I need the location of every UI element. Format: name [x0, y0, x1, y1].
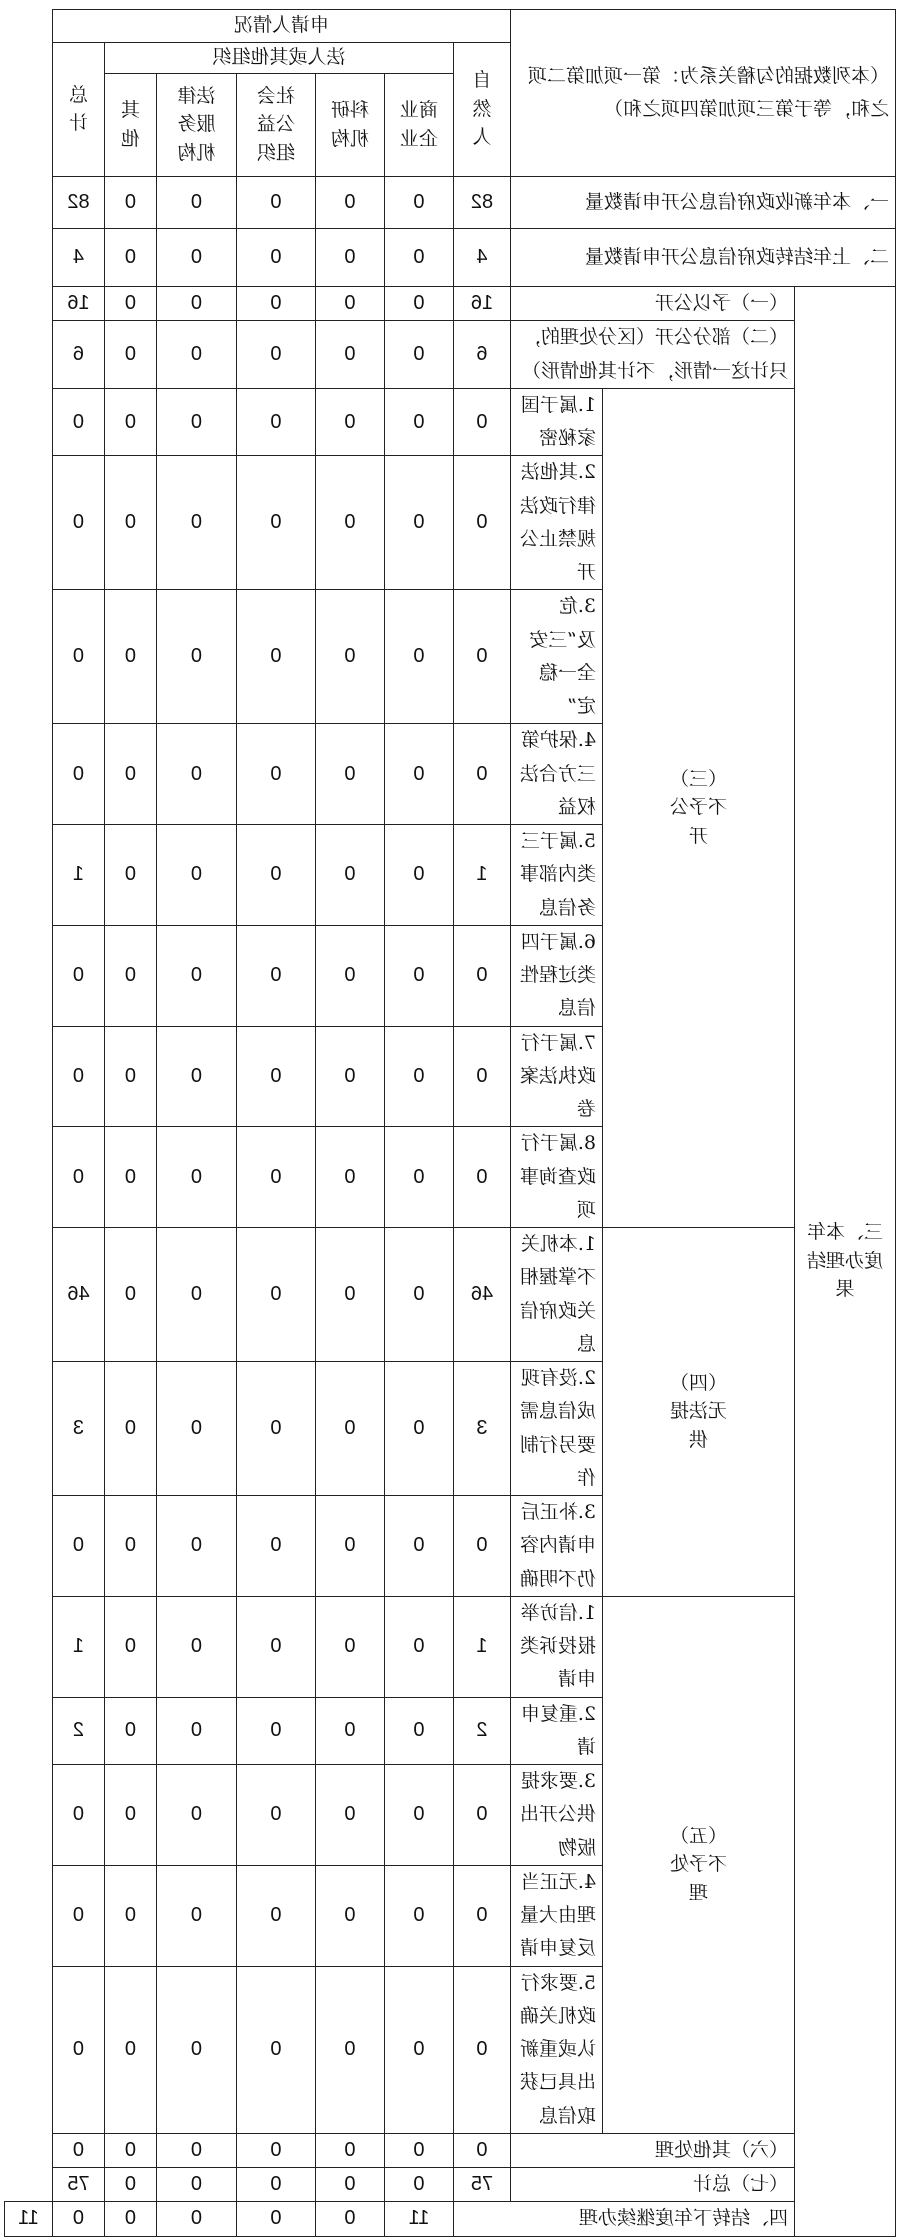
- social-header: 社会公益组织: [236, 74, 315, 177]
- group-3-label: （三）不予公开: [603, 388, 795, 1227]
- item-label: 8.属于行政查询事项: [510, 1127, 602, 1228]
- group-4-label: （四）无法提供: [603, 1228, 795, 1597]
- table-row: 2.其他法律行政法规禁止公开 0 0 0 0 0 0 0: [5, 456, 896, 590]
- group-6-label: （六）其他处理: [510, 2133, 794, 2167]
- table-row: 5.要求行政机关确认或重新出具已获取信息 0 0 0 0 0 0 0: [5, 1966, 896, 2133]
- table-row: 3.危及“三安全一稳定” 0 0 0 0 0 0 0: [5, 590, 896, 724]
- item-label: 2.其他法律行政法规禁止公开: [510, 456, 602, 590]
- item-label: 3.危及“三安全一稳定”: [510, 590, 602, 724]
- group-5-label: （五）不予处理: [603, 1596, 795, 2133]
- item-label: 6.属于四类过程性信息: [510, 925, 602, 1026]
- item-label: 4.保护第三方合法权益: [510, 724, 602, 825]
- table-row: （二）部分公开（区分处理的，只计这一情形，不计其他情形） 6 0 0 0 0 0 6: [5, 321, 896, 389]
- research-header: 科研机构: [315, 74, 384, 177]
- item-label: 1.信访举报投诉类申请: [510, 1596, 602, 1697]
- item-label: 3.要求提供公开出版物: [510, 1765, 602, 1866]
- table-row: 三、本年度办理结果 （一）予以公开 16 0 0 0 0 0 16: [5, 287, 896, 321]
- table-row: 二、上年结转政府信息公开申请数量 4 0 0 0 0 0 4: [5, 229, 896, 287]
- group-2-label: （二）部分公开（区分处理的，只计这一情形，不计其他情形）: [510, 321, 794, 389]
- table-row: 8.属于行政查询事项 0 0 0 0 0 0 0: [5, 1127, 896, 1228]
- table-row: 2.重复申请 2 0 0 0 0 0 2: [5, 1697, 896, 1765]
- other-header: 其他: [104, 74, 156, 177]
- item-label: 2.没有现成信息需要另行制作: [510, 1362, 602, 1496]
- table-row: 3.补正后申请内容仍不明确 0 0 0 0 0 0 0: [5, 1496, 896, 1597]
- table-row: （四）无法提供 1.本机关不掌握相关政府信息 46 0 0 0 0 0 46: [5, 1228, 896, 1362]
- item-label: 1.属于国家秘密: [510, 388, 602, 456]
- table-row: （六）其他处理 0 0 0 0 0 0 0: [5, 2133, 896, 2167]
- table-row: （三）不予公开 1.属于国家秘密 0 0 0 0 0 0 0: [5, 388, 896, 456]
- table-row: 6.属于四类过程性信息 0 0 0 0 0 0 0: [5, 925, 896, 1026]
- item-label: 7.属于行政执法案卷: [510, 1026, 602, 1127]
- foi-statistics-table: [4, 9, 896, 2237]
- table-row: 4.保护第三方合法权益 0 0 0 0 0 0 0: [5, 724, 896, 825]
- applicant-info-header: 申请人情况: [52, 10, 510, 43]
- table-row: 7.属于行政执法案卷 0 0 0 0 0 0 0: [5, 1026, 896, 1127]
- section-4-label: 四、结转下年度继续办理: [453, 2202, 794, 2236]
- natural-person-header: 自然人: [453, 43, 510, 177]
- section-2-label: 二、上年结转政府信息公开申请数量: [510, 229, 895, 287]
- table-row: 5.属于三类内部事务信息 1 0 0 0 0 0 1: [5, 825, 896, 926]
- legal-group-header: 法人或其他组织: [104, 43, 453, 74]
- item-label: 4.无正当理由大量反复申请: [510, 1865, 602, 1966]
- total-header: 总计: [52, 43, 104, 177]
- table-row: （七）总计 75 0 0 0 0 0 75: [5, 2168, 896, 2202]
- item-label: 1.本机关不掌握相关政府信息: [510, 1228, 602, 1362]
- table-row: （五）不予处理 1.信访举报投诉类申请 1 0 0 0 0 0 1: [5, 1596, 896, 1697]
- group-1-label: （一）予以公开: [510, 287, 794, 321]
- table-row: 4.无正当理由大量反复申请 0 0 0 0 0 0 0: [5, 1865, 896, 1966]
- business-header: 商业企业: [384, 74, 453, 177]
- table-row: 四、结转下年度继续办理 11 0 0 0 0 0 11: [5, 2202, 896, 2236]
- table-row: 一、本年新收政府信息公开申请数量 82 0 0 0 0 0 82: [5, 177, 896, 229]
- item-label: 3.补正后申请内容仍不明确: [510, 1496, 602, 1597]
- section-3-label: 三、本年度办理结果: [795, 287, 896, 2237]
- table-row: 2.没有现成信息需要另行制作 3 0 0 0 0 0 3: [5, 1362, 896, 1496]
- item-label: 5.要求行政机关确认或重新出具已获取信息: [510, 1966, 602, 2133]
- item-label: 5.属于三类内部事务信息: [510, 825, 602, 926]
- item-label: 2.重复申请: [510, 1697, 602, 1765]
- group-7-label: （七）总计: [510, 2168, 794, 2202]
- legal-service-header: 法律服务机构: [156, 74, 236, 177]
- section-1-label: 一、本年新收政府信息公开申请数量: [510, 177, 895, 229]
- note-cell: （本列数据的勾稽关系为：第一项加第二项之和，等于第三项加第四项之和）: [510, 10, 895, 177]
- table-row: 3.要求提供公开出版物 0 0 0 0 0 0 0: [5, 1765, 896, 1866]
